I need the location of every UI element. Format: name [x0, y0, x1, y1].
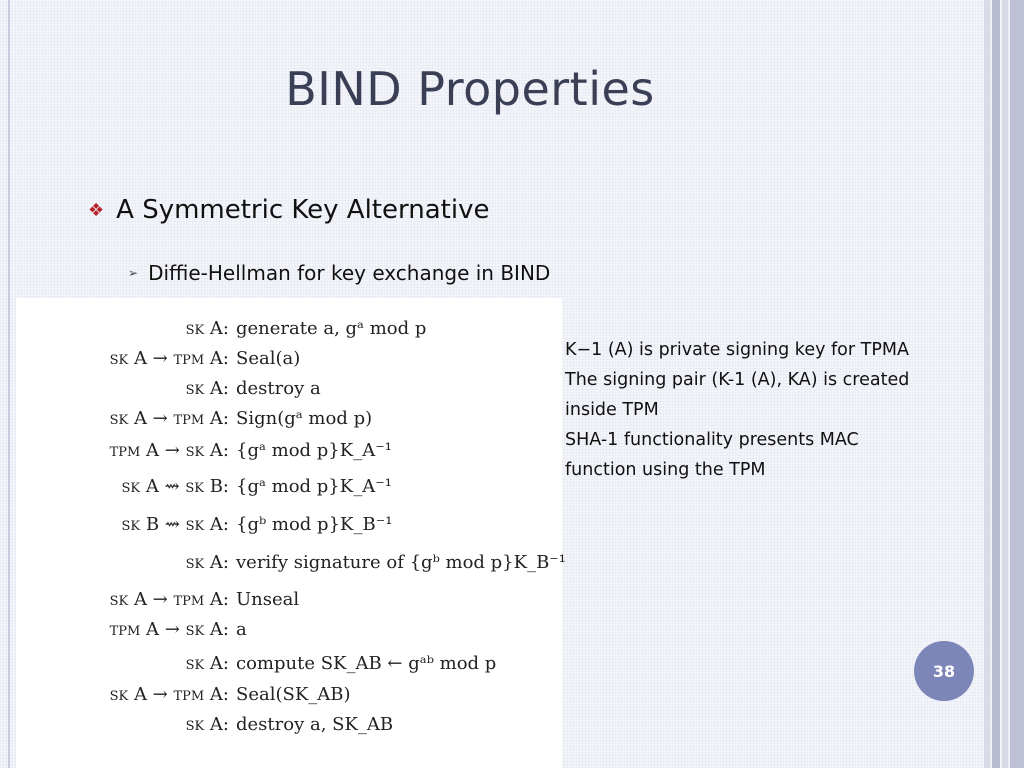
protocol-row [16, 653, 562, 681]
protocol-row [16, 552, 567, 580]
protocol-action: generate a, gᵃ mod p [236, 318, 427, 339]
protocol-from: sk A: [185, 552, 229, 573]
protocol-action: Seal(a) [236, 348, 301, 369]
bullet-level-2 [128, 258, 550, 288]
page-number: 38 [932, 661, 956, 681]
protocol-from: sk A → tpm A: [109, 684, 229, 705]
protocol-action: destroy a, SK_AB [236, 714, 394, 735]
protocol-row [16, 440, 562, 468]
bullet-text: A Symmetric Key Alternative [116, 195, 490, 225]
protocol-row [16, 408, 562, 436]
note-line: inside TPM [565, 400, 659, 420]
protocol-action: Seal(SK_AB) [236, 684, 351, 705]
protocol-image [16, 298, 567, 768]
protocol-from: sk A: [185, 378, 229, 399]
sub-bullet-text: Diffie-Hellman for key exchange in BIND [148, 261, 551, 285]
protocol-row [16, 476, 562, 504]
protocol-from: sk A → tpm A: [109, 348, 229, 369]
diamond-bullet-icon: ❖ [88, 199, 105, 221]
right-band-stripe [1002, 0, 1008, 768]
protocol-row [16, 714, 562, 742]
note-line: SHA-1 functionality presents MAC [565, 430, 859, 450]
protocol-action: compute SK_AB ← gᵃᵇ mod p [236, 653, 497, 674]
protocol-from: tpm A → sk A: [109, 619, 229, 640]
right-band-stripe [1010, 0, 1024, 768]
right-band-stripe [992, 0, 1000, 768]
protocol-action: destroy a [236, 378, 321, 399]
protocol-action: {gᵃ mod p}K_A⁻¹ [236, 440, 392, 461]
protocol-from: sk A: [185, 714, 229, 735]
protocol-from: sk A: [185, 318, 229, 339]
protocol-action: {gᵇ mod p}K_B⁻¹ [236, 514, 393, 535]
protocol-row [16, 589, 562, 617]
protocol-action: Sign(gᵃ mod p) [236, 408, 373, 429]
protocol-action: verify signature of {gᵇ mod p}K_B⁻¹ [236, 552, 567, 573]
protocol-row [16, 378, 562, 406]
protocol-from: sk A ⇝ sk B: [121, 476, 229, 497]
note-line: K−1 (A) is private signing key for TPMA [565, 340, 909, 360]
protocol-action: Unseal [236, 589, 300, 610]
protocol-from: sk A: [185, 653, 229, 674]
protocol-from: sk A → tpm A: [109, 408, 229, 429]
protocol-row [16, 318, 562, 346]
note-line: The signing pair (K-1 (A), KA) is created [565, 370, 910, 390]
page-number-badge [914, 641, 974, 701]
protocol-from: sk A → tpm A: [109, 589, 229, 610]
protocol-row [16, 684, 562, 712]
bullet-level-1 [88, 192, 489, 228]
protocol-row [16, 348, 562, 376]
notes-textbox [565, 335, 985, 485]
note-line: function using the TPM [565, 460, 766, 480]
protocol-row [16, 514, 562, 542]
arrow-bullet-icon: ➢ [128, 266, 139, 280]
protocol-from: tpm A → sk A: [109, 440, 229, 461]
protocol-action: {gᵃ mod p}K_A⁻¹ [236, 476, 392, 497]
protocol-row [16, 619, 562, 647]
slide-title: BIND Properties [285, 62, 655, 116]
protocol-action: a [236, 619, 247, 640]
protocol-from: sk B ⇝ sk A: [121, 514, 229, 535]
